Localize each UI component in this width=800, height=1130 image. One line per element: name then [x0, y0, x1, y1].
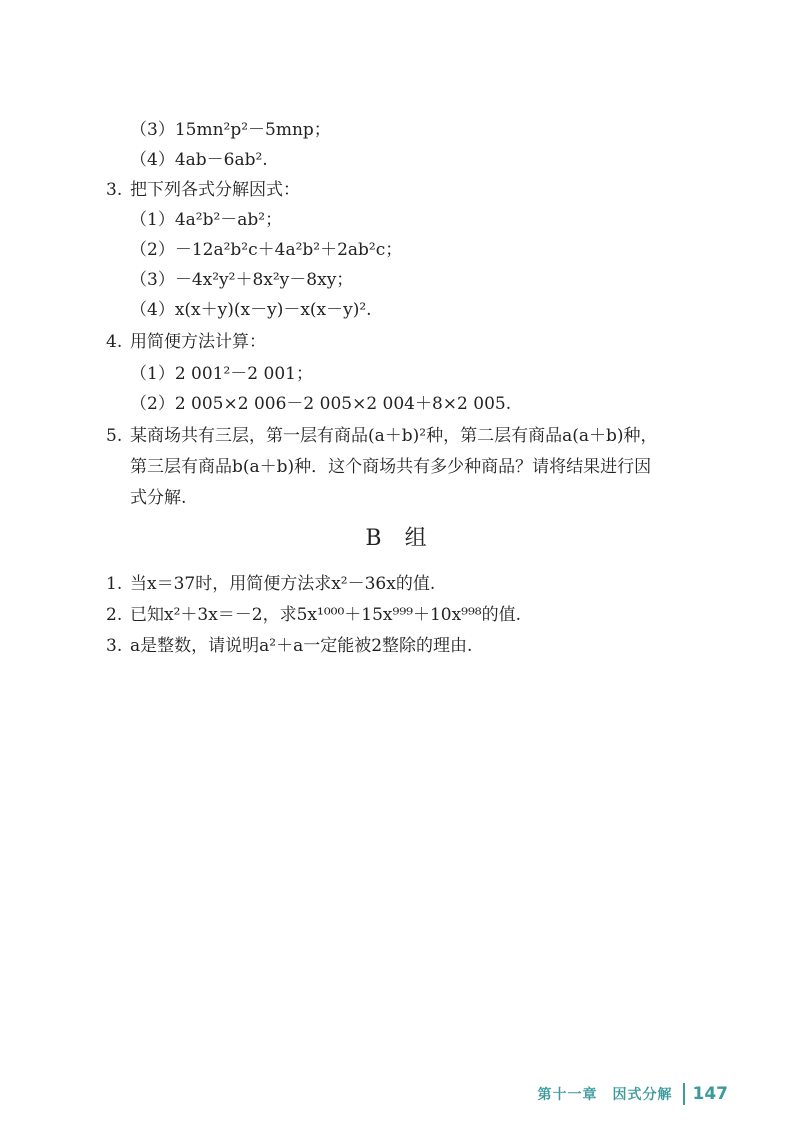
item-text: 4a²b²－ab²；	[174, 210, 283, 230]
page-footer	[0, 1080, 728, 1108]
exercise-text: 第三层有商品b(a＋b)种．这个商场共有多少种商品？请将结果进行因	[130, 457, 652, 477]
exercise-text: 把下列各式分解因式：	[130, 180, 300, 200]
exercise-3-heading	[106, 178, 300, 202]
item-text: 15mn²p²－5mnp；	[174, 120, 331, 140]
item-text: －12a²b²c＋4a²b²＋2ab²c；	[174, 240, 403, 260]
item-text: 2 001²－2 001；	[174, 364, 313, 384]
exercise-3-item-4	[130, 298, 372, 322]
exercise-text: 已知x²＋3x＝－2，求5x¹⁰⁰⁰＋15x⁹⁹⁹＋10x⁹⁹⁸的值.	[130, 605, 522, 625]
item-label: （1）	[130, 364, 175, 384]
exercise-2-item-4	[130, 148, 268, 172]
exercise-3-item-2	[130, 238, 402, 262]
exercise-text: a是整数，请说明a²＋a一定能被2整除的理由.	[130, 636, 473, 656]
exercise-number: 5.	[106, 426, 123, 446]
exercise-number: 2.	[106, 605, 123, 625]
section-b-exercise-1	[106, 572, 435, 596]
item-label: （2）	[130, 240, 175, 260]
exercise-text: 某商场共有三层，第一层有商品(a＋b)²种，第二层有商品a(a＋b)种，	[130, 426, 658, 446]
section-b-title: B 组	[365, 526, 435, 551]
item-text: －4x²y²＋8x²y－8xy；	[174, 270, 354, 290]
item-label: （4）	[130, 150, 175, 170]
section-b-exercise-2	[106, 603, 521, 627]
section-b-exercise-3	[106, 634, 472, 658]
exercise-4-item-2	[130, 392, 511, 416]
item-text: 2 005×2 006－2 005×2 004＋8×2 005.	[174, 394, 512, 414]
exercise-2-item-3	[130, 118, 331, 142]
exercise-text: 用简便方法计算：	[130, 332, 266, 352]
item-text: 4ab－6ab².	[174, 150, 268, 170]
exercise-number: 4.	[106, 332, 123, 352]
chapter-title: 第十一章 因式分解	[537, 1087, 673, 1103]
exercise-4-heading	[106, 330, 266, 354]
exercise-5-line-3	[130, 486, 186, 510]
item-label: （1）	[130, 210, 175, 230]
exercise-number: 3.	[106, 636, 123, 656]
footer-divider	[683, 1083, 685, 1105]
exercise-text: 式分解.	[130, 488, 187, 508]
exercise-number: 1.	[106, 574, 123, 594]
exercise-text: 当x＝37时，用简便方法求x²－36x的值.	[130, 574, 436, 594]
item-label: （2）	[130, 394, 175, 414]
exercise-3-item-3	[130, 268, 353, 292]
item-label: （3）	[130, 120, 175, 140]
item-label: （4）	[130, 300, 175, 320]
exercise-5-line-2	[130, 455, 651, 479]
item-text: x(x＋y)(x－y)－x(x－y)².	[174, 300, 372, 320]
exercise-4-item-1	[130, 362, 313, 386]
exercise-3-item-1	[130, 208, 282, 232]
item-label: （3）	[130, 270, 175, 290]
page-number: 147	[692, 1084, 728, 1104]
exercise-number: 3.	[106, 180, 123, 200]
exercise-5-line-1	[106, 424, 658, 448]
